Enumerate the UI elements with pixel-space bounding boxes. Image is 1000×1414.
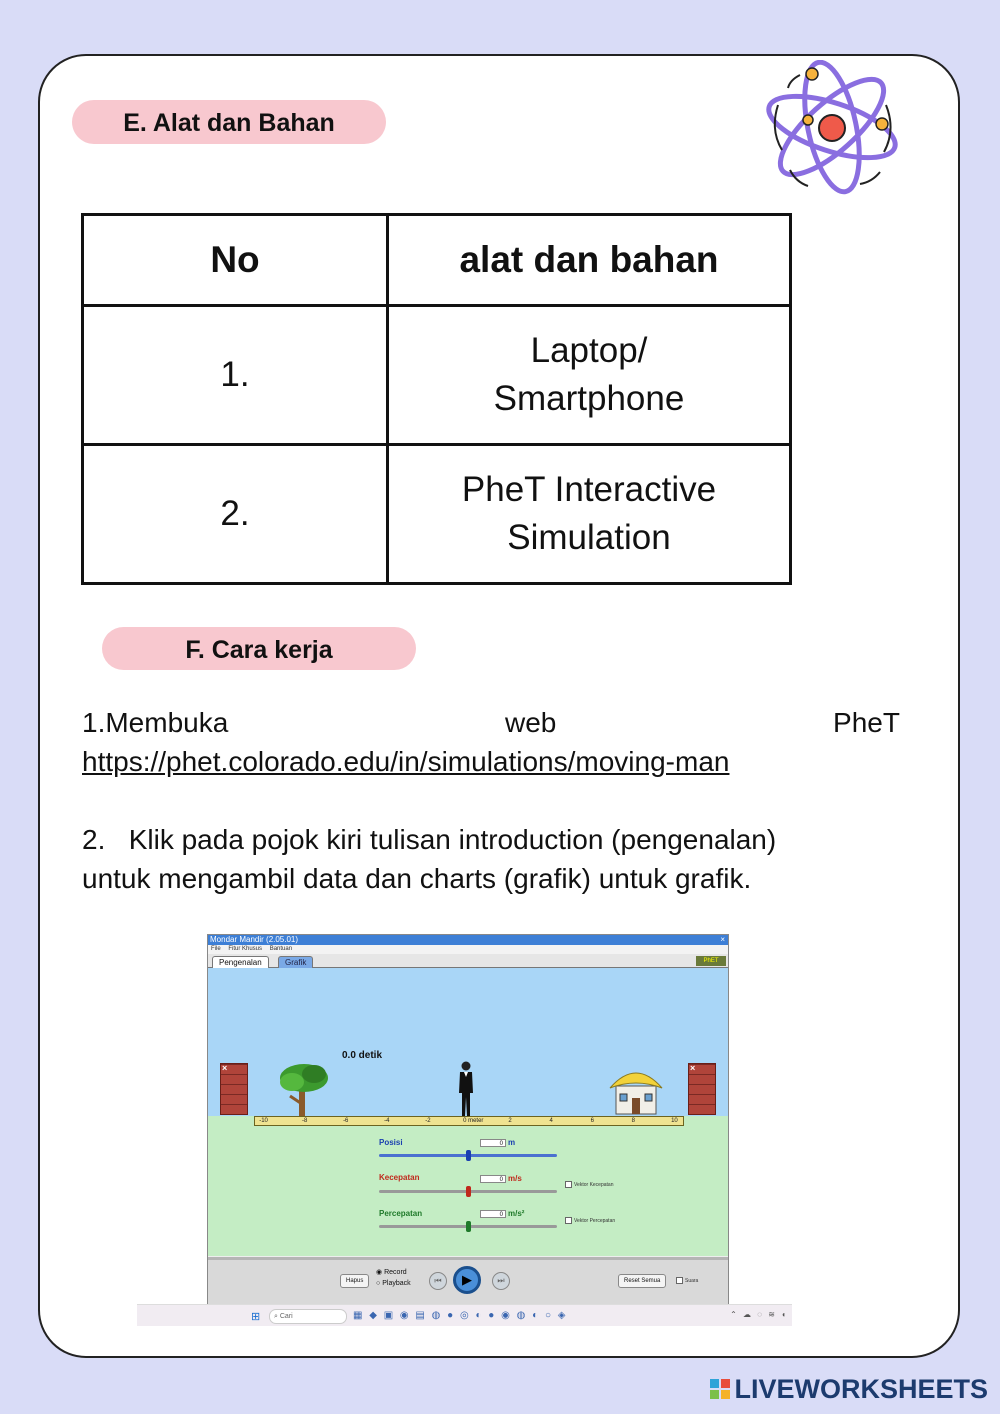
step-forward-icon: ⏭ <box>492 1272 510 1290</box>
table-header-row <box>83 215 791 306</box>
kecepatan-knob <box>466 1186 471 1197</box>
sim-ruler <box>254 1116 684 1126</box>
sim-menu-special: Fitur Khusus <box>228 946 263 952</box>
table-row <box>83 445 791 584</box>
house-icon <box>608 1060 664 1116</box>
sim-playback-bar <box>208 1257 728 1306</box>
ruler-tick: 4 <box>549 1118 553 1124</box>
atom-icon <box>760 60 905 195</box>
sim-menu-help: Bantuan <box>269 946 293 952</box>
reset-all-button: Reset Semua <box>618 1274 666 1288</box>
record-radio: ◉ Record <box>376 1268 407 1276</box>
sim-tabs <box>208 954 728 968</box>
row-number: 1. <box>83 306 388 445</box>
posisi-label: Posisi <box>379 1138 403 1147</box>
taskbar-search: ⌕ Cari <box>269 1309 347 1324</box>
sim-titlebar <box>208 935 728 945</box>
posisi-unit: m <box>508 1138 516 1147</box>
row-item-line: PheT Interactive <box>461 470 717 509</box>
percepatan-unit: m/s² <box>508 1209 525 1218</box>
sim-tab-charts: Grafik <box>278 956 313 968</box>
step-1 <box>82 703 900 781</box>
sim-menubar <box>208 945 728 954</box>
step-2-text: Klik pada pojok kiri tulisan introduction (pengenalan) <box>128 824 777 855</box>
row-item <box>388 306 791 445</box>
percepatan-value: 0 <box>480 1210 506 1218</box>
percepatan-vector-checkbox: Vektor Percepatan <box>565 1217 615 1224</box>
row-number: 2. <box>83 445 388 584</box>
liveworksheets-text: LIVEWORKSHEETS <box>734 1374 988 1404</box>
table-row <box>83 306 791 445</box>
header-tools: alat dan bahan <box>388 215 791 306</box>
windows-start-icon: ⊞ <box>251 1311 261 1323</box>
playback-radio: ○ Playback <box>376 1280 411 1287</box>
step-1-word: 1.Membuka <box>82 707 229 738</box>
ruler-tick: -6 <box>343 1118 349 1124</box>
ruler-tick: 0 meter <box>463 1118 484 1124</box>
kecepatan-vector-checkbox: Vektor Kecepatan <box>565 1181 613 1188</box>
step-2-text: untuk mengambil data dan charts (grafik) untuk grafik. <box>82 863 752 894</box>
taskbar-search-text: Cari <box>279 1313 293 1320</box>
percepatan-knob <box>466 1221 471 1232</box>
windows-taskbar <box>137 1304 792 1326</box>
ruler-tick: 2 <box>508 1118 512 1124</box>
close-icon: × <box>720 935 725 944</box>
brick-wall-icon: × <box>688 1063 716 1115</box>
liveworksheets-logo <box>709 1374 988 1405</box>
posisi-value: 0 <box>480 1139 506 1147</box>
hapus-button: Hapus <box>340 1274 369 1288</box>
ruler-tick: -4 <box>384 1118 390 1124</box>
sound-checkbox: Suara <box>676 1277 698 1284</box>
section-e-heading: E. Alat dan Bahan <box>72 100 386 144</box>
step-1-word: PheT <box>833 707 900 738</box>
liveworksheets-icon <box>709 1378 731 1400</box>
play-icon: ▶ <box>453 1266 481 1294</box>
section-f-heading: F. Cara kerja <box>102 627 416 670</box>
tools-table <box>81 213 792 585</box>
kecepatan-unit: m/s <box>508 1174 522 1183</box>
rewind-icon: ⏮ <box>429 1272 447 1290</box>
sim-menu-file: File <box>211 946 221 952</box>
ruler-tick: -8 <box>301 1118 308 1124</box>
step-1-word: web <box>504 707 557 738</box>
sim-window-title: Mondar Mandir (2.05.01) <box>210 935 299 944</box>
step-2-number: 2. <box>82 824 106 855</box>
row-item-line: Smartphone <box>493 379 685 418</box>
ruler-tick: -10 <box>259 1118 268 1124</box>
kecepatan-value: 0 <box>480 1175 506 1183</box>
row-item-line: Simulation <box>507 518 671 557</box>
ruler-tick: -2 <box>425 1118 431 1124</box>
percepatan-label: Percepatan <box>379 1209 423 1218</box>
brick-wall-icon: × <box>220 1063 248 1115</box>
posisi-knob <box>466 1150 471 1161</box>
row-item <box>388 445 791 584</box>
tree-icon <box>278 1060 330 1118</box>
ruler-tick: 8 <box>631 1118 636 1124</box>
ruler-tick: 10 <box>671 1118 678 1124</box>
sim-time: 0.0 detik <box>342 1050 383 1061</box>
moving-man-icon <box>456 1061 476 1117</box>
ruler-tick: 6 <box>590 1118 594 1124</box>
taskbar-app-icons: ▦ ◆ ▣ ◉ ▤ ◍ ● ◎ ◐ ● ◉ ◍ ◐ ○ ◈ <box>353 1310 568 1321</box>
taskbar-tray-icons: ⌃ ☁ ◌ ≋ ◖ <box>730 1310 788 1319</box>
sim-tab-intro: Pengenalan <box>212 956 269 968</box>
header-no: No <box>83 215 388 306</box>
kecepatan-label: Kecepatan <box>379 1173 420 1182</box>
phet-link[interactable]: https://phet.colorado.edu/in/simulations/moving-man <box>82 746 730 777</box>
step-2 <box>82 820 900 898</box>
row-item-line: Laptop/ <box>530 331 648 370</box>
phet-logo: PhET <box>696 956 726 966</box>
simulation-screenshot <box>207 934 729 1306</box>
